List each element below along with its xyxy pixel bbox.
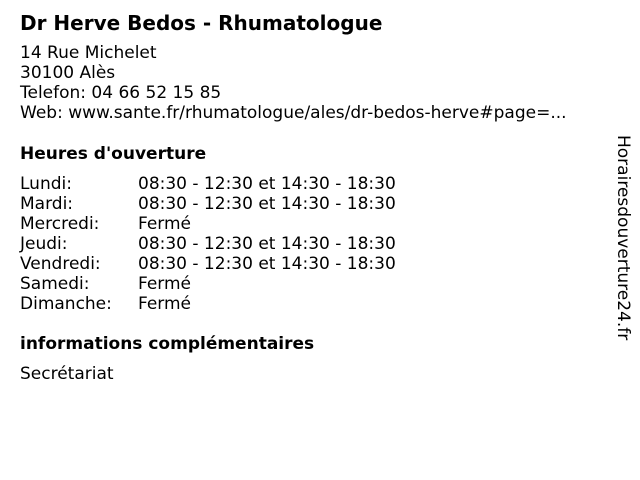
day-label: Mardi:: [20, 194, 74, 214]
day-hours: Fermé: [138, 274, 192, 294]
day-hours: 08:30 - 12:30 et 14:30 - 18:30: [138, 194, 396, 214]
additional-info-text: Secrétariat: [20, 364, 114, 384]
day-label: Mercredi:: [20, 214, 100, 234]
additional-info-heading: informations complémentaires: [20, 334, 315, 354]
day-label: Lundi:: [20, 174, 72, 194]
day-label: Samedi:: [20, 274, 90, 294]
hours-row-monday: [20, 174, 440, 194]
day-label: Jeudi:: [20, 234, 68, 254]
day-label: Vendredi:: [20, 254, 101, 274]
day-hours: 08:30 - 12:30 et 14:30 - 18:30: [138, 174, 396, 194]
hours-row-saturday: [20, 274, 440, 294]
street-address: 14 Rue Michelet: [20, 43, 157, 63]
day-hours: Fermé: [138, 214, 192, 234]
city: 30100 Alès: [20, 63, 116, 83]
hours-row-thursday: [20, 234, 440, 254]
day-hours: 08:30 - 12:30 et 14:30 - 18:30: [138, 234, 396, 254]
day-hours: 08:30 - 12:30 et 14:30 - 18:30: [138, 254, 396, 274]
page-title: Dr Herve Bedos - Rhumatologue: [20, 11, 383, 35]
opening-hours-heading: Heures d'ouverture: [20, 144, 207, 164]
hours-row-sunday: [20, 294, 440, 314]
hours-row-wednesday: [20, 214, 440, 234]
site-watermark: Horairesdouverture24.fr: [613, 135, 633, 341]
day-label: Dimanche:: [20, 294, 112, 314]
day-hours: Fermé: [138, 294, 192, 314]
opening-hours-table: [20, 174, 440, 314]
hours-row-friday: [20, 254, 440, 274]
phone-number: Telefon: 04 66 52 15 85: [20, 83, 222, 103]
website: Web: www.sante.fr/rhumatologue/ales/dr-bedos-herve#page=...: [20, 103, 567, 123]
address-block: [20, 43, 567, 123]
hours-row-tuesday: [20, 194, 440, 214]
